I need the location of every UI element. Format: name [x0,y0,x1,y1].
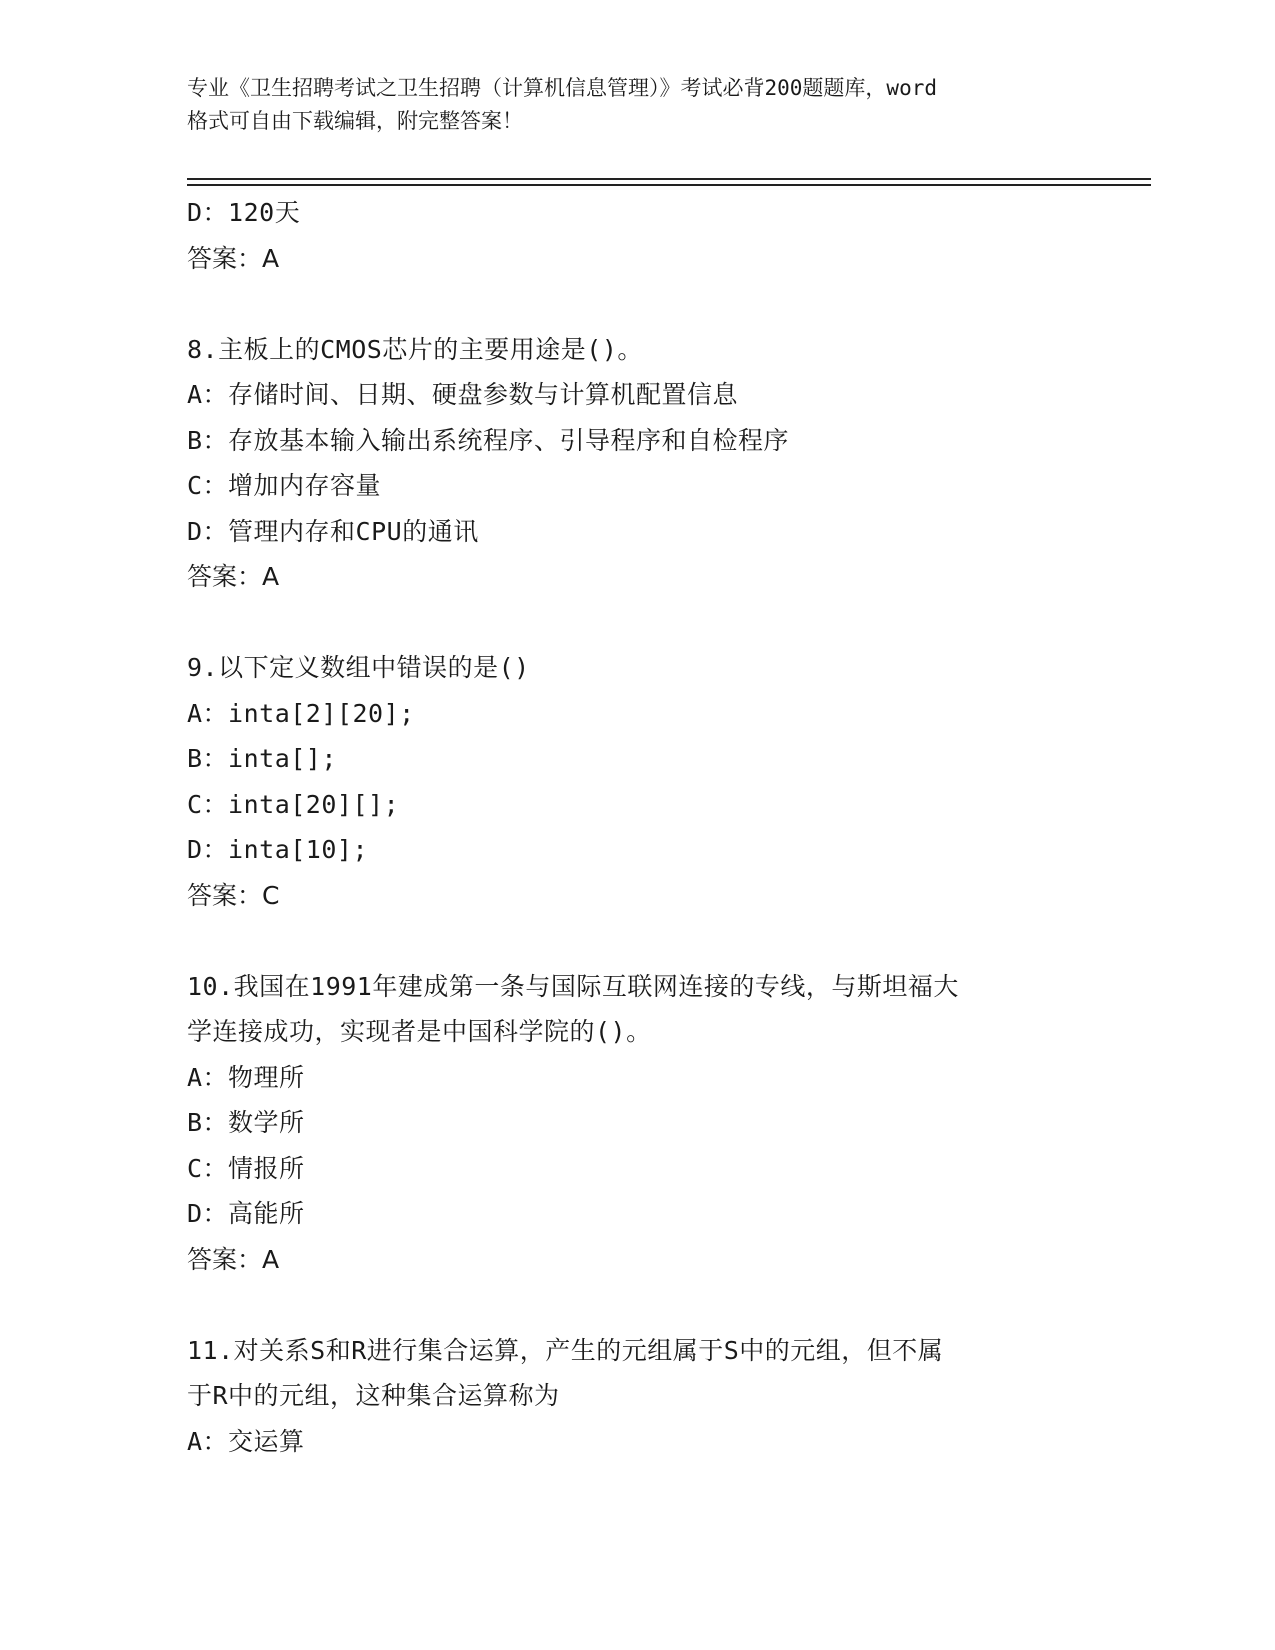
spacer [187,281,1087,327]
option-a: A：交运算 [187,1426,305,1456]
spacer [187,1282,1087,1328]
option-d: D：高能所 [187,1199,305,1228]
question-7-tail [187,190,1087,281]
question-stem-line-1: 11.对关系S和R进行集合运算，产生的元组属于S中的元组，但不属 [187,1335,944,1365]
question-11 [187,1328,1087,1465]
option-b: B：inta[]; [187,744,337,773]
question-list [187,190,1087,1464]
question-stem-line-1: 10.我国在1991年建成第一条与国际互联网连接的专线，与斯坦福大 [187,971,959,1001]
question-10 [187,964,1087,1283]
question-9 [187,645,1087,918]
answer-label: 答案：A [187,243,280,273]
document-header [187,72,1087,138]
question-stem: 8.主板上的CMOS芯片的主要用途是()。 [187,334,643,364]
option-c: C：增加内存容量 [187,471,382,500]
option-c: C：情报所 [187,1153,305,1183]
option-d: D：管理内存和CPU的通讯 [187,516,479,546]
option-b: B：数学所 [187,1108,305,1137]
option-a: A：inta[2][20]; [187,698,415,728]
question-stem: 9.以下定义数组中错误的是() [187,653,530,682]
answer-label: 答案：C [187,880,280,910]
spacer [187,600,1087,646]
answer-label: 答案：A [187,562,280,591]
option-b: B：存放基本输入输出系统程序、引导程序和自检程序 [187,425,790,455]
header-line-1: 专业《卫生招聘考试之卫生招聘（计算机信息管理）》考试必背200题题库，word [187,76,937,100]
option-c: C：inta[20][]; [187,789,400,819]
question-8 [187,327,1087,600]
option-d: D：120天 [187,198,301,227]
header-line-2: 格式可自由下载编辑，附完整答案！ [187,109,523,133]
option-a: A：存储时间、日期、硬盘参数与计算机配置信息 [187,380,739,409]
header-divider-bottom [187,184,1151,186]
option-d: D：inta[10]; [187,835,369,864]
answer-label: 答案：A [187,1244,280,1274]
spacer [187,918,1087,964]
question-stem-line-2: 学连接成功，实现者是中国科学院的()。 [187,1017,652,1046]
question-stem-line-2: 于R中的元组，这种集合运算称为 [187,1381,560,1410]
header-divider-top [187,178,1151,180]
option-a: A：物理所 [187,1062,305,1092]
